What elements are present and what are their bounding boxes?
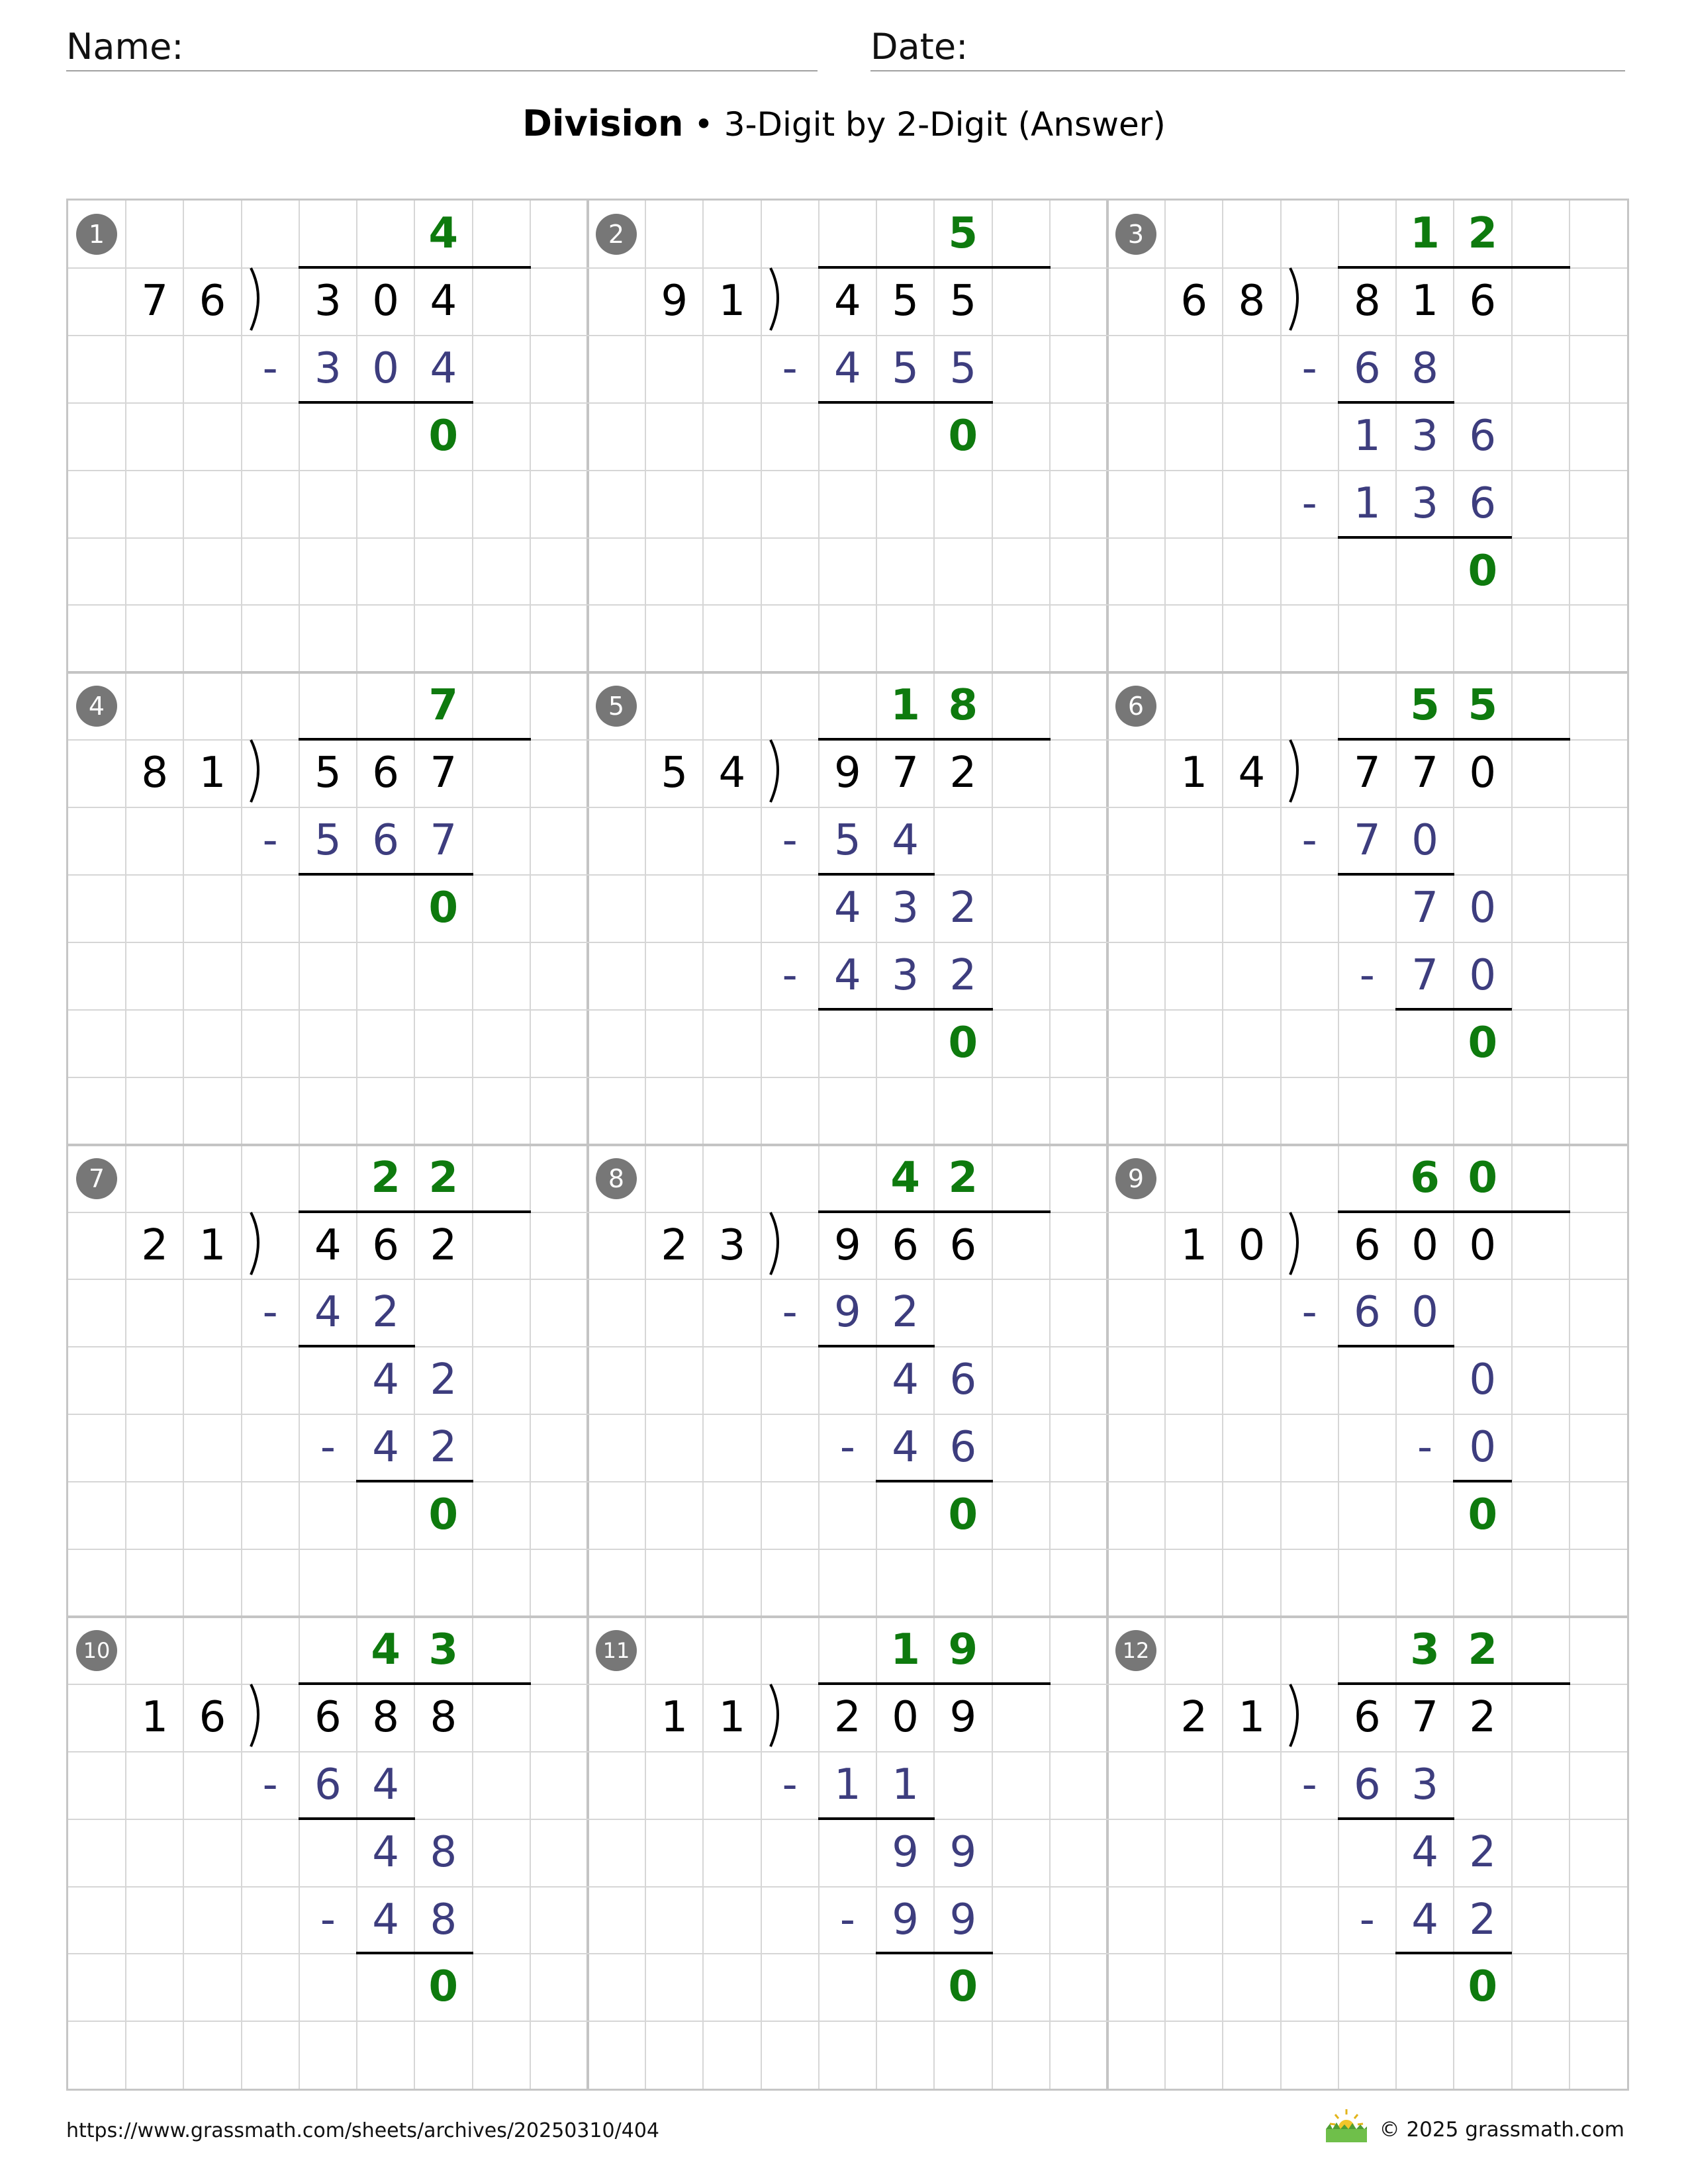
division-bracket-icon <box>768 1683 788 1749</box>
divisor-digit: 1 <box>718 1692 746 1742</box>
partial-remainder-digit: 4 <box>892 1355 919 1405</box>
dividend-digit: 7 <box>1353 749 1381 798</box>
partial-remainder-digit: 2 <box>949 884 977 933</box>
minus-sign: - <box>839 1423 855 1473</box>
final-remainder: 0 <box>1468 546 1498 596</box>
dividend-digit: 2 <box>949 749 977 798</box>
final-remainder: 0 <box>428 1962 459 2012</box>
dividend-digit: 3 <box>314 276 342 326</box>
partial-remainder-digit: 6 <box>1469 411 1497 461</box>
subtraction-digit: 6 <box>314 1760 342 1809</box>
division-bracket-icon <box>1288 1211 1307 1277</box>
quotient-digit: 2 <box>1468 209 1498 258</box>
quotient-digit: 5 <box>948 209 978 258</box>
final-remainder: 0 <box>1468 1490 1498 1540</box>
subtraction-digit: 4 <box>1411 1895 1438 1944</box>
divisor-digit: 5 <box>661 749 688 798</box>
section-divider-horizontal <box>68 671 1627 674</box>
title-bullet: • <box>683 105 724 144</box>
grid-line-horizontal <box>68 1077 1627 1078</box>
dividend-digit: 8 <box>372 1692 399 1742</box>
minus-sign: - <box>782 1288 798 1338</box>
divisor-digit: 2 <box>661 1220 688 1270</box>
minus-sign: - <box>782 950 798 1000</box>
quotient-digit: 4 <box>371 1625 400 1674</box>
subtraction-digit: 4 <box>892 1423 919 1473</box>
minus-sign: - <box>1301 1288 1317 1338</box>
subtraction-digit: 1 <box>1353 478 1381 528</box>
title-sub: 3-Digit by 2-Digit (Answer) <box>724 105 1166 144</box>
final-remainder: 0 <box>1468 1962 1498 2012</box>
divisor-digit: 8 <box>141 749 169 798</box>
dividend-digit: 0 <box>372 276 399 326</box>
grass-sun-logo-icon <box>1326 2107 1367 2142</box>
dividend-digit: 5 <box>314 749 342 798</box>
divisor-digit: 1 <box>661 1692 688 1742</box>
subtraction-digit: 0 <box>1469 1423 1497 1473</box>
divisor-digit: 6 <box>199 276 226 326</box>
problem-number-badge: 9 <box>1115 1158 1156 1199</box>
problem-number-badge: 5 <box>596 686 637 727</box>
minus-sign: - <box>262 343 278 393</box>
partial-remainder-digit: 4 <box>1411 1827 1438 1877</box>
quotient-digit: 7 <box>428 681 459 731</box>
division-bracket-icon <box>248 1211 268 1277</box>
divisor-digit: 6 <box>1180 276 1208 326</box>
final-remainder: 0 <box>428 1490 459 1540</box>
footer-copyright: © 2025 grassmath.com <box>1379 2118 1624 2142</box>
divisor-digit: 9 <box>661 276 688 326</box>
subtraction-digit: 0 <box>1469 950 1497 1000</box>
subtraction-digit: 6 <box>1353 1760 1381 1809</box>
subtraction-digit: 5 <box>892 343 919 393</box>
dividend-digit: 4 <box>314 1220 342 1270</box>
dividend-digit: 6 <box>1353 1692 1381 1742</box>
quotient-digit: 3 <box>428 1625 459 1674</box>
dividend-digit: 4 <box>430 276 457 326</box>
final-remainder: 0 <box>428 411 459 461</box>
partial-remainder-digit: 3 <box>1411 411 1438 461</box>
partial-remainder-digit: 3 <box>892 884 919 933</box>
final-remainder: 0 <box>428 884 459 933</box>
partial-remainder-digit: 4 <box>834 884 861 933</box>
dividend-digit: 8 <box>1353 276 1381 326</box>
quotient-digit: 1 <box>890 681 920 731</box>
quotient-digit: 2 <box>371 1153 400 1203</box>
minus-sign: - <box>1417 1423 1433 1473</box>
subtraction-digit: 4 <box>834 343 861 393</box>
subtraction-digit: 1 <box>892 1760 919 1809</box>
divisor-digit: 1 <box>199 1220 226 1270</box>
subtraction-digit: 2 <box>430 1423 457 1473</box>
subtraction-digit: 4 <box>372 1895 399 1944</box>
problem-number-badge: 3 <box>1115 214 1156 255</box>
subtraction-digit: 0 <box>372 343 399 393</box>
divisor-digit: 7 <box>141 276 169 326</box>
subtraction-digit: 7 <box>1411 950 1438 1000</box>
final-remainder: 0 <box>948 1018 978 1068</box>
quotient-digit: 8 <box>948 681 978 731</box>
subtraction-digit: 7 <box>1353 816 1381 866</box>
problem-number-badge: 7 <box>76 1158 117 1199</box>
partial-remainder-digit: 1 <box>1353 411 1381 461</box>
quotient-digit: 0 <box>1468 1153 1498 1203</box>
quotient-digit: 5 <box>1410 681 1440 731</box>
dividend-digit: 7 <box>1411 749 1438 798</box>
divisor-digit: 2 <box>141 1220 169 1270</box>
dividend-digit: 8 <box>430 1692 457 1742</box>
divisor-digit: 1 <box>718 276 746 326</box>
dividend-digit: 0 <box>1411 1220 1438 1270</box>
quotient-digit: 2 <box>948 1153 978 1203</box>
subtraction-digit: 6 <box>949 1423 977 1473</box>
subtraction-digit: 3 <box>892 950 919 1000</box>
subtraction-digit: 4 <box>430 343 457 393</box>
grid-line-horizontal <box>68 2021 1627 2022</box>
subtraction-digit: 2 <box>1469 1895 1497 1944</box>
subtraction-digit: 2 <box>372 1288 399 1338</box>
dividend-digit: 9 <box>949 1692 977 1742</box>
partial-remainder-digit: 0 <box>1469 884 1497 933</box>
subtraction-digit: 4 <box>372 1423 399 1473</box>
minus-sign: - <box>782 1760 798 1809</box>
subtraction-bar <box>1338 1345 1454 1347</box>
subtraction-digit: 1 <box>834 1760 861 1809</box>
final-remainder: 0 <box>948 411 978 461</box>
quotient-digit: 1 <box>890 1625 920 1674</box>
division-bracket-icon <box>768 1211 788 1277</box>
dividend-digit: 0 <box>892 1692 919 1742</box>
quotient-digit: 4 <box>428 209 459 258</box>
divisor-digit: 1 <box>1180 1220 1208 1270</box>
divisor-digit: 0 <box>1238 1220 1266 1270</box>
subtraction-digit: 0 <box>1411 816 1438 866</box>
minus-sign: - <box>1301 816 1317 866</box>
subtraction-digit: 9 <box>834 1288 861 1338</box>
subtraction-digit: 4 <box>314 1288 342 1338</box>
quotient-digit: 3 <box>1410 1625 1440 1674</box>
subtraction-digit: 5 <box>949 343 977 393</box>
minus-sign: - <box>320 1423 336 1473</box>
subtraction-digit: 3 <box>1411 1760 1438 1809</box>
quotient-digit: 5 <box>1468 681 1498 731</box>
subtraction-digit: 5 <box>314 816 342 866</box>
minus-sign: - <box>782 343 798 393</box>
worksheet-title <box>0 103 1688 144</box>
subtraction-digit: 3 <box>314 343 342 393</box>
minus-sign: - <box>320 1895 336 1944</box>
problem-number-badge: 10 <box>76 1630 117 1671</box>
date-label: Date: <box>870 26 968 68</box>
section-divider-horizontal <box>68 1144 1627 1146</box>
partial-remainder-digit: 2 <box>1469 1827 1497 1877</box>
divisor-digit: 4 <box>1238 749 1266 798</box>
title-main: Division <box>522 103 684 144</box>
subtraction-digit: 8 <box>430 1895 457 1944</box>
minus-sign: - <box>1301 343 1317 393</box>
partial-remainder-digit: 9 <box>949 1827 977 1877</box>
minus-sign: - <box>262 1760 278 1809</box>
subtraction-digit: 9 <box>892 1895 919 1944</box>
divisor-digit: 3 <box>718 1220 746 1270</box>
grid-line-horizontal <box>68 1549 1627 1550</box>
worksheet-grid <box>66 199 1629 2091</box>
subtraction-digit: 0 <box>1411 1288 1438 1338</box>
divisor-digit: 2 <box>1180 1692 1208 1742</box>
division-bracket-icon <box>1288 1683 1307 1749</box>
dividend-digit: 4 <box>834 276 861 326</box>
divisor-digit: 1 <box>199 749 226 798</box>
partial-remainder-digit: 9 <box>892 1827 919 1877</box>
partial-remainder-digit: 4 <box>372 1827 399 1877</box>
dividend-digit: 5 <box>949 276 977 326</box>
minus-sign: - <box>839 1895 855 1944</box>
subtraction-digit: 6 <box>1353 343 1381 393</box>
problem-number-badge: 6 <box>1115 686 1156 727</box>
problem-number-badge: 1 <box>76 214 117 255</box>
dividend-digit: 7 <box>892 749 919 798</box>
subtraction-digit: 4 <box>834 950 861 1000</box>
footer-url: https://www.grassmath.com/sheets/archives/20250310/404 <box>66 2119 660 2142</box>
minus-sign: - <box>262 1288 278 1338</box>
grid-line-horizontal <box>68 604 1627 606</box>
partial-remainder-digit: 7 <box>1411 884 1438 933</box>
divisor-digit: 1 <box>1180 749 1208 798</box>
quotient-digit: 2 <box>1468 1625 1498 1674</box>
final-remainder: 0 <box>948 1962 978 2012</box>
grid-line-horizontal <box>68 1481 1627 1482</box>
subtraction-digit: 4 <box>892 816 919 866</box>
dividend-digit: 6 <box>372 749 399 798</box>
division-bracket-icon <box>248 267 268 333</box>
partial-remainder-digit: 8 <box>430 1827 457 1877</box>
subtraction-digit: 6 <box>1353 1288 1381 1338</box>
quotient-digit: 6 <box>1410 1153 1440 1203</box>
dividend-digit: 0 <box>1469 1220 1497 1270</box>
subtraction-digit: 6 <box>372 816 399 866</box>
dividend-digit: 1 <box>1411 276 1438 326</box>
final-remainder: 0 <box>1468 1018 1498 1068</box>
divisor-digit: 1 <box>1238 1692 1266 1742</box>
division-bracket-icon <box>768 739 788 805</box>
quotient-digit: 9 <box>948 1625 978 1674</box>
grid-line-horizontal <box>68 1953 1627 1954</box>
dividend-digit: 6 <box>1469 276 1497 326</box>
subtraction-digit: 7 <box>430 816 457 866</box>
minus-sign: - <box>262 816 278 866</box>
quotient-digit: 2 <box>428 1153 459 1203</box>
final-remainder: 0 <box>948 1490 978 1540</box>
subtraction-digit: 5 <box>834 816 861 866</box>
dividend-digit: 5 <box>892 276 919 326</box>
dividend-digit: 7 <box>1411 1692 1438 1742</box>
quotient-digit: 1 <box>1410 209 1440 258</box>
subtraction-digit: 2 <box>892 1288 919 1338</box>
problem-number-badge: 12 <box>1115 1630 1156 1671</box>
problem-number-badge: 11 <box>596 1630 637 1671</box>
subtraction-digit: 6 <box>1469 478 1497 528</box>
problem-number-badge: 4 <box>76 686 117 727</box>
partial-remainder-digit: 4 <box>372 1355 399 1405</box>
name-label: Name: <box>66 26 184 68</box>
division-bracket-icon <box>1288 267 1307 333</box>
dividend-digit: 6 <box>892 1220 919 1270</box>
divisor-digit: 4 <box>718 749 746 798</box>
subtraction-digit: 2 <box>949 950 977 1000</box>
subtraction-digit: 3 <box>1411 478 1438 528</box>
subtraction-digit: 8 <box>1411 343 1438 393</box>
divisor-digit: 1 <box>141 1692 169 1742</box>
division-bracket-icon <box>248 1683 268 1749</box>
minus-sign: - <box>1301 478 1317 528</box>
problem-number-badge: 8 <box>596 1158 637 1199</box>
division-bracket-icon <box>1288 739 1307 805</box>
partial-remainder-digit: 6 <box>949 1355 977 1405</box>
minus-sign: - <box>1359 1895 1375 1944</box>
partial-remainder-digit: 2 <box>430 1355 457 1405</box>
dividend-digit: 9 <box>834 1220 861 1270</box>
dividend-digit: 0 <box>1469 749 1497 798</box>
dividend-digit: 2 <box>430 1220 457 1270</box>
divisor-digit: 8 <box>1238 276 1266 326</box>
dividend-digit: 6 <box>1353 1220 1381 1270</box>
minus-sign: - <box>782 816 798 866</box>
date-field[interactable] <box>870 26 1625 71</box>
subtraction-digit: 4 <box>372 1760 399 1809</box>
divisor-digit: 6 <box>199 1692 226 1742</box>
problem-number-badge: 2 <box>596 214 637 255</box>
dividend-digit: 2 <box>1469 1692 1497 1742</box>
division-bracket-icon <box>768 267 788 333</box>
division-bracket-icon <box>248 739 268 805</box>
dividend-digit: 2 <box>834 1692 861 1742</box>
name-field[interactable] <box>66 26 818 71</box>
dividend-digit: 6 <box>314 1692 342 1742</box>
dividend-digit: 6 <box>372 1220 399 1270</box>
subtraction-digit: 9 <box>949 1895 977 1944</box>
minus-sign: - <box>1359 950 1375 1000</box>
partial-remainder-digit: 0 <box>1469 1355 1497 1405</box>
dividend-digit: 9 <box>834 749 861 798</box>
section-divider-horizontal <box>68 1615 1627 1618</box>
quotient-digit: 4 <box>890 1153 920 1203</box>
dividend-digit: 7 <box>430 749 457 798</box>
minus-sign: - <box>1301 1760 1317 1809</box>
dividend-digit: 6 <box>949 1220 977 1270</box>
